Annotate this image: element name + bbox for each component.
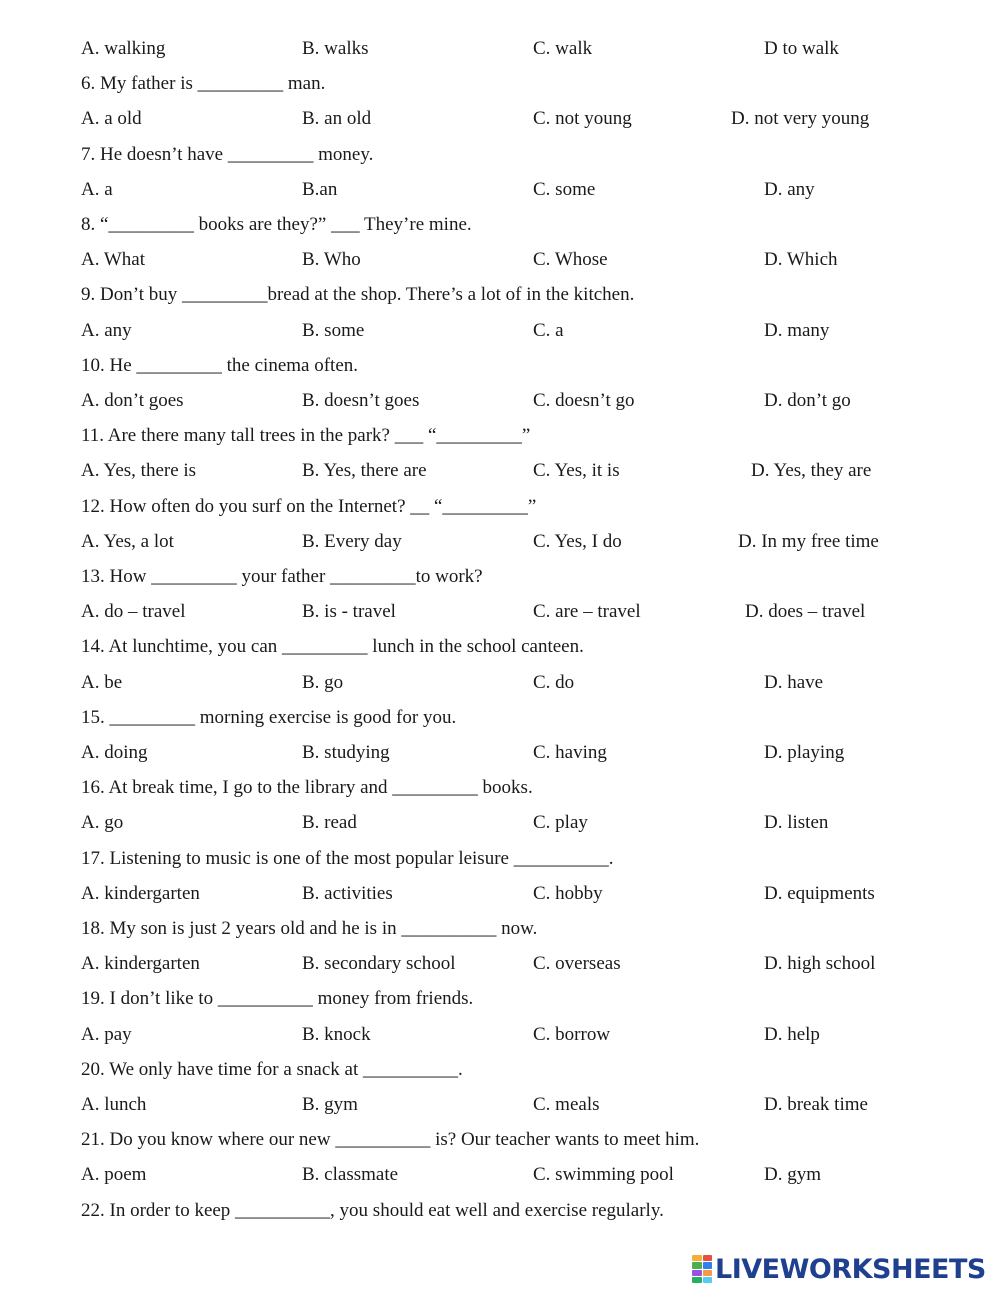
logo-tile	[692, 1262, 702, 1268]
logo-tile	[703, 1277, 713, 1283]
answer-option-d[interactable]: D to walk	[764, 38, 839, 59]
answer-option-d[interactable]: D. listen	[764, 812, 829, 833]
answer-option-b[interactable]: B. gym	[302, 1094, 358, 1115]
answer-option-a[interactable]: A. walking	[81, 38, 166, 59]
answer-option-c[interactable]: C. overseas	[533, 953, 621, 974]
answer-option-d[interactable]: D. In my free time	[738, 531, 879, 552]
answer-option-c[interactable]: C. are – travel	[533, 601, 641, 622]
answer-option-c[interactable]: C. having	[533, 742, 607, 763]
question-text: 6. My father is _________ man.	[81, 73, 326, 94]
answer-option-d[interactable]: D. have	[764, 672, 824, 693]
answer-option-c[interactable]: C. doesn’t go	[533, 390, 635, 411]
answer-option-a[interactable]: A. poem	[81, 1164, 147, 1185]
answer-option-b[interactable]: B. secondary school	[302, 953, 456, 974]
answer-option-c[interactable]: C. some	[533, 179, 596, 200]
question-text: 17. Listening to music is one of the most popular leisure __________.	[81, 848, 614, 869]
answer-option-b[interactable]: B. activities	[302, 883, 393, 904]
answer-option-c[interactable]: C. borrow	[533, 1024, 611, 1045]
answer-option-a[interactable]: A. lunch	[81, 1094, 147, 1115]
liveworksheets-logo[interactable]	[692, 1252, 986, 1286]
answer-option-c[interactable]: C. play	[533, 812, 588, 833]
answer-option-c[interactable]: C. a	[533, 320, 564, 341]
answer-option-a[interactable]: A. don’t goes	[81, 390, 184, 411]
answer-option-c[interactable]: C. not young	[533, 108, 632, 129]
answer-option-a[interactable]: A. a	[81, 179, 113, 200]
logo-text: LIVEWORKSHEETS	[715, 1253, 986, 1285]
answer-option-a[interactable]: A. doing	[81, 742, 148, 763]
answer-option-c[interactable]: C. walk	[533, 38, 593, 59]
answer-option-b[interactable]: B. doesn’t goes	[302, 390, 420, 411]
answer-option-c[interactable]: C. swimming pool	[533, 1164, 674, 1185]
answer-option-a[interactable]: A. any	[81, 320, 132, 341]
answer-option-a[interactable]: A. Yes, there is	[81, 460, 197, 481]
answer-option-d[interactable]: D. help	[764, 1024, 820, 1045]
answer-option-a[interactable]: A. pay	[81, 1024, 132, 1045]
answer-option-c[interactable]: C. Whose	[533, 249, 608, 270]
question-text: 21. Do you know where our new __________ is? Our teacher wants to meet him.	[81, 1129, 700, 1150]
logo-tile	[692, 1255, 702, 1261]
question-text: 9. Don’t buy _________bread at the shop. There’s a lot of in the kitchen.	[81, 284, 635, 305]
answer-option-b[interactable]: B. some	[302, 320, 365, 341]
logo-tile	[692, 1270, 702, 1276]
answer-option-a[interactable]: A. a old	[81, 108, 142, 129]
answer-option-d[interactable]: D. does – travel	[745, 601, 866, 622]
question-text: 13. How _________ your father _________to work?	[81, 566, 483, 587]
answer-option-d[interactable]: D. break time	[764, 1094, 868, 1115]
answer-option-d[interactable]: D. any	[764, 179, 815, 200]
answer-option-b[interactable]: B. Who	[302, 249, 361, 270]
answer-option-b[interactable]: B. studying	[302, 742, 390, 763]
answer-option-a[interactable]: A. Yes, a lot	[81, 531, 174, 552]
answer-option-b[interactable]: B. walks	[302, 38, 369, 59]
answer-option-d[interactable]: D. gym	[764, 1164, 821, 1185]
answer-option-d[interactable]: D. Which	[764, 249, 838, 270]
answer-option-a[interactable]: A. kindergarten	[81, 953, 200, 974]
answer-option-b[interactable]: B. knock	[302, 1024, 371, 1045]
answer-option-b[interactable]: B. an old	[302, 108, 372, 129]
question-text: 11. Are there many tall trees in the park? ___ “_________”	[81, 425, 531, 446]
answer-option-d[interactable]: D. equipments	[764, 883, 875, 904]
question-text: 18. My son is just 2 years old and he is in __________ now.	[81, 918, 538, 939]
question-text: 15. _________ morning exercise is good for you.	[81, 707, 457, 728]
question-text: 12. How often do you surf on the Internet? __ “_________”	[81, 496, 537, 517]
answer-option-b[interactable]: B. Yes, there are	[302, 460, 427, 481]
answer-option-d[interactable]: D. many	[764, 320, 830, 341]
answer-option-a[interactable]: A. be	[81, 672, 123, 693]
answer-option-a[interactable]: A. What	[81, 249, 146, 270]
answer-option-b[interactable]: B. go	[302, 672, 344, 693]
answer-option-a[interactable]: A. go	[81, 812, 124, 833]
logo-mark-icon	[692, 1255, 712, 1283]
question-text: 22. In order to keep __________, you should eat well and exercise regularly.	[81, 1200, 664, 1221]
logo-tile	[703, 1255, 713, 1261]
answer-option-c[interactable]: C. Yes, I do	[533, 531, 622, 552]
answer-option-d[interactable]: D. don’t go	[764, 390, 851, 411]
answer-option-b[interactable]: B. Every day	[302, 531, 402, 552]
answer-option-c[interactable]: C. hobby	[533, 883, 603, 904]
question-text: 19. I don’t like to __________ money from friends.	[81, 988, 474, 1009]
answer-option-b[interactable]: B. classmate	[302, 1164, 399, 1185]
answer-option-d[interactable]: D. playing	[764, 742, 845, 763]
answer-option-b[interactable]: B.an	[302, 179, 338, 200]
question-text: 16. At break time, I go to the library and _________ books.	[81, 777, 533, 798]
answer-option-b[interactable]: B. read	[302, 812, 357, 833]
answer-option-d[interactable]: D. not very young	[731, 108, 870, 129]
answer-option-d[interactable]: D. high school	[764, 953, 876, 974]
logo-tile	[703, 1270, 713, 1276]
logo-tile	[703, 1262, 713, 1268]
question-text: 8. “_________ books are they?” ___ They’re mine.	[81, 214, 472, 235]
answer-option-a[interactable]: A. do – travel	[81, 601, 186, 622]
answer-option-b[interactable]: B. is - travel	[302, 601, 396, 622]
answer-option-c[interactable]: C. do	[533, 672, 575, 693]
answer-option-c[interactable]: C. Yes, it is	[533, 460, 620, 481]
question-text: 14. At lunchtime, you can _________ lunch in the school canteen.	[81, 636, 584, 657]
logo-tile	[692, 1277, 702, 1283]
question-text: 10. He _________ the cinema often.	[81, 355, 359, 376]
answer-option-d[interactable]: D. Yes, they are	[751, 460, 872, 481]
answer-option-c[interactable]: C. meals	[533, 1094, 600, 1115]
question-text: 20. We only have time for a snack at __________.	[81, 1059, 463, 1080]
answer-option-a[interactable]: A. kindergarten	[81, 883, 200, 904]
question-text: 7. He doesn’t have _________ money.	[81, 144, 374, 165]
